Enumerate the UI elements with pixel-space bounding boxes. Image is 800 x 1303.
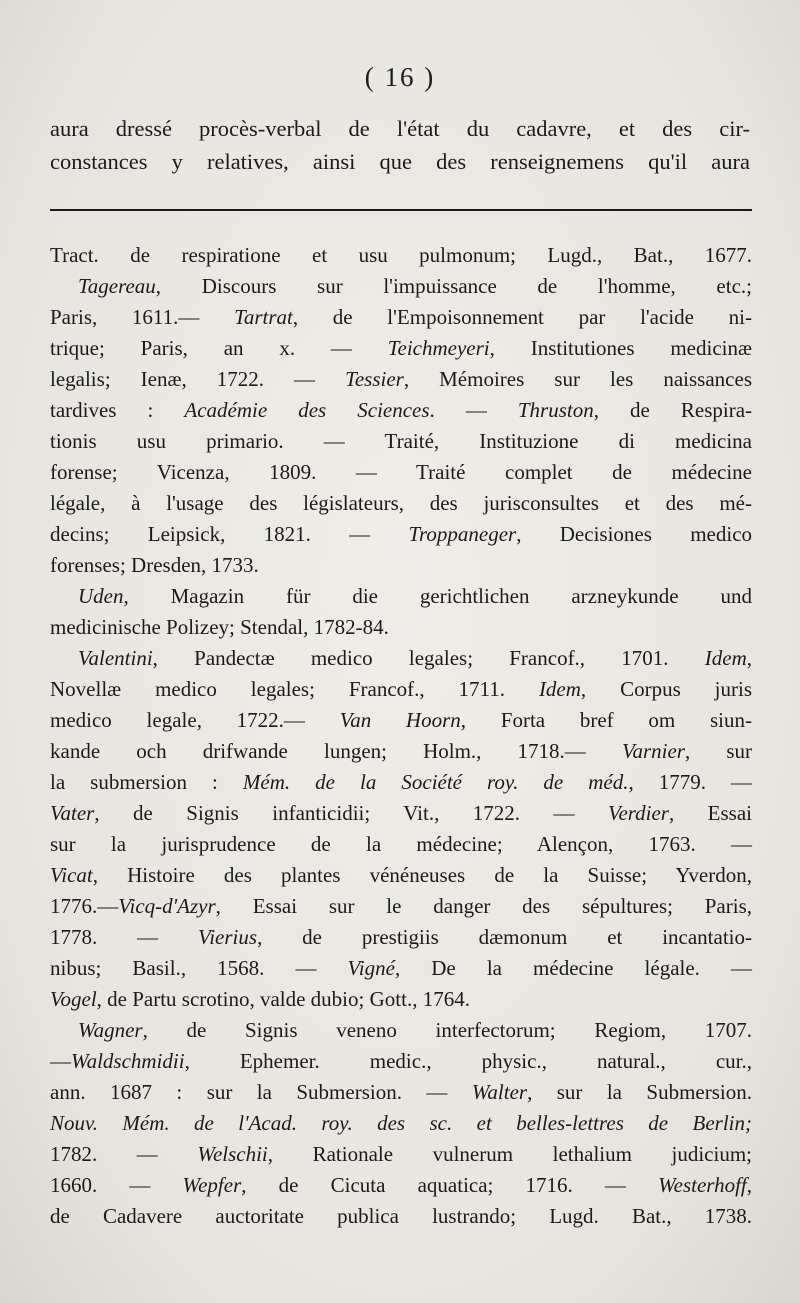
note-text: 1782. — bbox=[50, 1142, 198, 1166]
italic-reference: Vicq-d'Azyr bbox=[118, 894, 216, 918]
note-text: Novellæ medico legales; Francof., 1711. bbox=[50, 677, 539, 701]
note-text: , Corpus juris bbox=[580, 677, 752, 701]
note-text: sur la jurisprudence de la médecine; Alençon, 1763. — bbox=[50, 832, 752, 856]
note-line bbox=[50, 457, 752, 488]
note-line bbox=[50, 519, 752, 550]
note-line bbox=[50, 612, 752, 643]
note-line bbox=[50, 1015, 752, 1046]
body-line: aura dressé procès-verbal de l'état du cadavre, et des cir- bbox=[50, 116, 750, 141]
note-text: 1776.— bbox=[50, 894, 119, 918]
note-text: decins; Leipsick, 1821. — bbox=[50, 522, 409, 546]
italic-reference: Vigné bbox=[347, 956, 395, 980]
italic-reference: Wepfer bbox=[182, 1173, 242, 1197]
note-line bbox=[50, 581, 752, 612]
note-text: legalis; Ienæ, 1722. — bbox=[50, 367, 346, 391]
body-line: constances y relatives, ainsi que des renseignemens qu'il aura bbox=[50, 149, 750, 174]
note-line bbox=[50, 767, 752, 798]
italic-reference: Vicat bbox=[50, 863, 93, 887]
italic-reference: Vierius bbox=[197, 925, 258, 949]
note-line bbox=[50, 953, 752, 984]
note-text: , Decisiones medico bbox=[516, 522, 753, 546]
italic-reference: Varnier bbox=[621, 739, 685, 763]
note-line bbox=[50, 1108, 752, 1139]
note-text: , De la médecine légale. — bbox=[394, 956, 752, 980]
footnote-separator bbox=[50, 209, 752, 211]
note-line bbox=[50, 240, 752, 271]
note-text: , de Signis veneno interfectorum; Regiom, 1707. bbox=[142, 1018, 752, 1042]
italic-reference: Tagereau bbox=[78, 274, 156, 298]
note-text: , de Signis infanticidii; Vit., 1722. — bbox=[94, 801, 608, 825]
note-text: Tract. de respiratione et usu pulmonum; Lugd., Bat., 1677. bbox=[50, 243, 752, 267]
note-line bbox=[50, 333, 752, 364]
note-text: de Cadavere auctoritate publica lustrando; Lugd. Bat., 1738. bbox=[50, 1204, 752, 1228]
note-text: forense; Vicenza, 1809. — Traité complet de médecine bbox=[50, 460, 752, 484]
italic-reference: Walter bbox=[471, 1080, 528, 1104]
note-text: , Institutiones medicinæ bbox=[489, 336, 753, 360]
note-text: , Magazin für die gerichtlichen arzneykunde und bbox=[123, 584, 752, 608]
note-line bbox=[50, 1077, 752, 1108]
note-text: la submersion : bbox=[50, 770, 243, 794]
note-line bbox=[50, 829, 752, 860]
note-text: forenses; Dresden, 1733. bbox=[50, 553, 259, 577]
italic-reference: Tartrat bbox=[234, 305, 293, 329]
note-text: medico legale, 1722.— bbox=[50, 708, 340, 732]
note-line bbox=[50, 1201, 752, 1232]
note-text: tionis usu primario. — Traité, Instituzione di medicina bbox=[50, 429, 752, 453]
note-line bbox=[50, 1170, 752, 1201]
note-line bbox=[50, 488, 752, 519]
italic-reference: Uden bbox=[78, 584, 124, 608]
note-text: , Ephemer. medic., physic., natural., cur., bbox=[184, 1049, 752, 1073]
note-line bbox=[50, 736, 752, 767]
note-text: — bbox=[50, 1049, 71, 1073]
note-text: Paris, 1611.— bbox=[50, 305, 235, 329]
note-text: medicinische Polizey; Stendal, 1782-84. bbox=[50, 615, 389, 639]
italic-reference: Tessier bbox=[345, 367, 404, 391]
note-text: , bbox=[746, 646, 752, 670]
italic-reference: Waldschmidii bbox=[71, 1049, 185, 1073]
italic-reference: Vogel bbox=[50, 987, 97, 1011]
italic-reference: Wagner bbox=[78, 1018, 143, 1042]
italic-reference: Nouv. Mém. de l'Acad. roy. des sc. et belles-lettres de Berlin; bbox=[50, 1111, 752, 1135]
note-line bbox=[50, 798, 752, 829]
note-text: trique; Paris, an x. — bbox=[50, 336, 388, 360]
note-line bbox=[50, 364, 752, 395]
body-text bbox=[50, 112, 750, 178]
italic-reference: Vater bbox=[50, 801, 95, 825]
note-text: légale, à l'usage des législateurs, des jurisconsultes et des mé- bbox=[50, 491, 752, 515]
note-text: , de prestigiis dæmonum et incantatio- bbox=[257, 925, 752, 949]
page-number: ( 16 ) bbox=[364, 62, 436, 92]
italic-reference: Van Hoorn bbox=[339, 708, 461, 732]
italic-reference: Verdier bbox=[607, 801, 669, 825]
note-text: , Essai sur le danger des sépultures; Paris, bbox=[215, 894, 752, 918]
italic-reference: Teichmeyeri bbox=[387, 336, 490, 360]
italic-reference: Thruston bbox=[517, 398, 594, 422]
italic-reference: Valentini bbox=[78, 646, 153, 670]
note-text: nibus; Basil., 1568. — bbox=[50, 956, 348, 980]
note-line bbox=[50, 302, 752, 333]
note-text: , Rationale vulnerum lethalium judicium; bbox=[267, 1142, 753, 1166]
note-text: , de Respira- bbox=[593, 398, 753, 422]
note-line bbox=[50, 271, 752, 302]
note-text: , de Partu scrotino, valde dubio; Gott., 1764. bbox=[96, 987, 470, 1011]
note-line bbox=[50, 984, 752, 1015]
note-text: 1660. — bbox=[50, 1173, 183, 1197]
note-line bbox=[50, 705, 752, 736]
note-line bbox=[50, 922, 752, 953]
italic-reference: Académie des Sciences bbox=[184, 398, 430, 422]
italic-reference: Mém. de la Société roy. de méd. bbox=[242, 770, 629, 794]
italic-reference: Idem bbox=[704, 646, 747, 670]
note-text: , sur bbox=[684, 739, 752, 763]
note-line bbox=[50, 395, 752, 426]
note-text: . — bbox=[429, 398, 518, 422]
note-text: tardives : bbox=[50, 398, 185, 422]
note-text: , de Cicuta aquatica; 1716. — bbox=[241, 1173, 659, 1197]
note-line bbox=[50, 860, 752, 891]
note-text: , 1779. — bbox=[628, 770, 753, 794]
note-text: , Discours sur l'impuissance de l'homme, etc.; bbox=[155, 274, 752, 298]
note-line bbox=[50, 550, 752, 581]
note-text: , Forta bref om siun- bbox=[460, 708, 752, 732]
note-text: , Pandectæ medico legales; Francof., 1701. bbox=[152, 646, 705, 670]
note-text: , Mémoires sur les naissances bbox=[403, 367, 752, 391]
note-text: , de l'Empoisonnement par l'acide ni- bbox=[292, 305, 752, 329]
note-line bbox=[50, 643, 752, 674]
note-text: , Histoire des plantes vénéneuses de la Suisse; Yverdon, bbox=[92, 863, 752, 887]
note-text: 1778. — bbox=[50, 925, 198, 949]
italic-reference: Idem bbox=[538, 677, 581, 701]
note-text: kande och drifwande lungen; Holm., 1718.— bbox=[50, 739, 622, 763]
note-text: , Essai bbox=[668, 801, 753, 825]
note-line bbox=[50, 891, 752, 922]
note-line bbox=[50, 674, 752, 705]
note-text: ann. 1687 : sur la Submersion. — bbox=[50, 1080, 472, 1104]
italic-reference: Westerhoff bbox=[658, 1173, 747, 1197]
note-line bbox=[50, 426, 752, 457]
note-text: , bbox=[746, 1173, 752, 1197]
bibliography-notes bbox=[50, 240, 752, 1232]
note-line bbox=[50, 1046, 752, 1077]
italic-reference: Troppaneger bbox=[408, 522, 517, 546]
note-text: , sur la Submersion. bbox=[527, 1080, 753, 1104]
italic-reference: Welschii bbox=[197, 1142, 268, 1166]
note-line bbox=[50, 1139, 752, 1170]
